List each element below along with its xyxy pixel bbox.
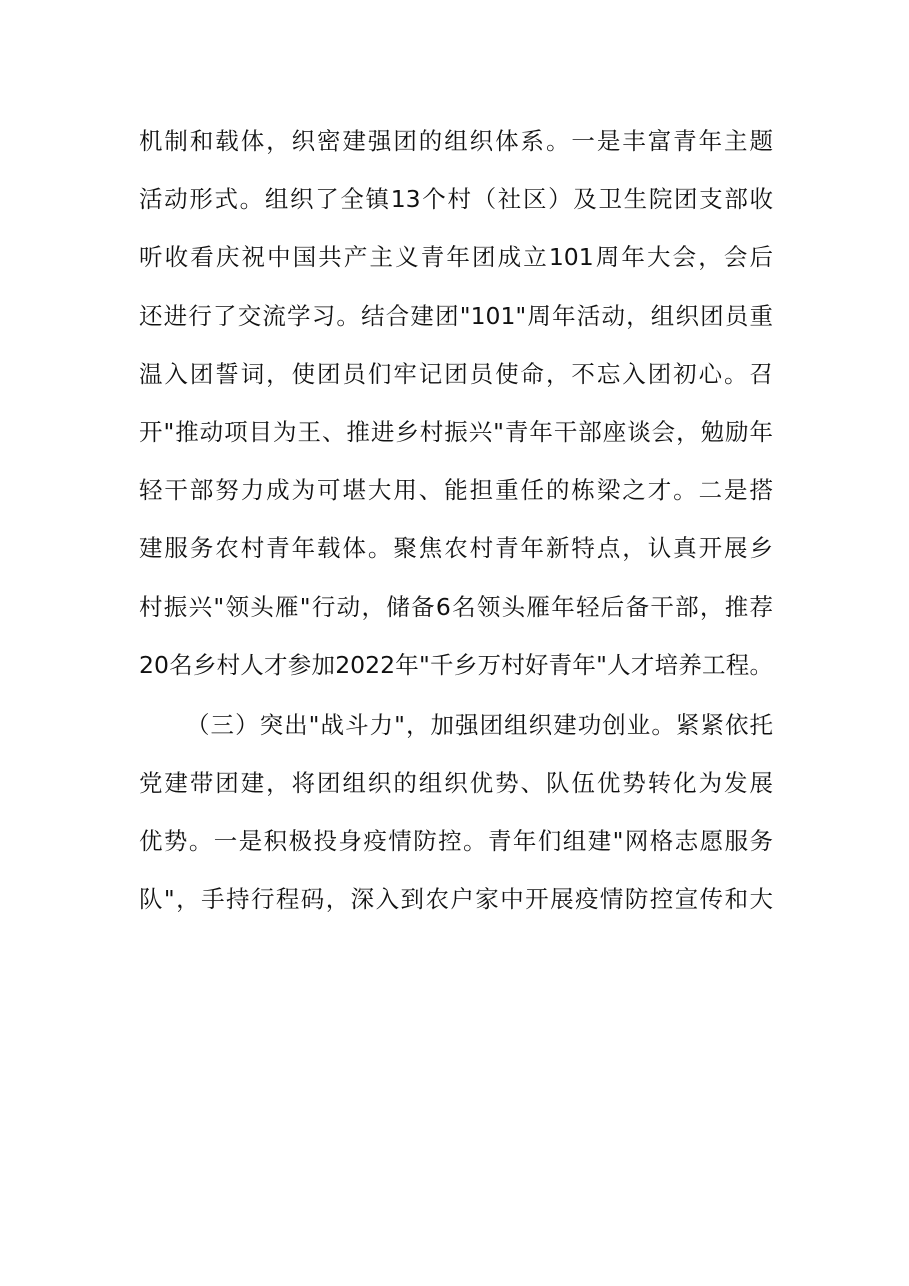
body-text: [139, 112, 773, 929]
paragraph-line: 村振兴"领头雁"行动，储备6名领头雁年轻后备干部，推荐: [139, 592, 773, 621]
paragraph-line: 开"推动项目为王、推进乡村振兴"青年干部座谈会，勉励年: [139, 417, 773, 446]
section-heading-line: （三）突出"战斗力"，加强团组织建功创业。紧紧依托: [186, 710, 773, 739]
paragraph-line: 党建带团建，将团组织的组织优势、队伍优势转化为发展: [139, 769, 773, 798]
paragraph-line: 还进行了交流学习。结合建团"101"周年活动，组织团员重: [139, 301, 773, 330]
paragraph-line: 听收看庆祝中国共产主义青年团成立101周年大会，会后: [139, 243, 773, 272]
paragraph-line: 队"，手持行程码，深入到农户家中开展疫情防控宣传和大: [139, 885, 773, 914]
paragraph-line: 机制和载体，织密建强团的组织体系。一是丰富青年主题: [139, 127, 773, 155]
paragraph-line: 优势。一是积极投身疫情防控。青年们组建"网格志愿服务: [139, 827, 773, 856]
paragraph-line: 温入团誓词，使团员们牢记团员使命，不忘入团初心。召: [139, 359, 773, 388]
paragraph-line: 活动形式。组织了全镇13个村（社区）及卫生院团支部收: [139, 185, 773, 214]
paragraph-line: 建服务农村青年载体。聚焦农村青年新特点，认真开展乡: [139, 534, 773, 563]
paragraph-line-end: 20名乡村人才参加2022年"千乡万村好青年"人才培养工程。: [139, 650, 773, 679]
paragraph-line: 轻干部努力成为可堪大用、能担重任的栋梁之才。二是搭: [139, 476, 773, 505]
